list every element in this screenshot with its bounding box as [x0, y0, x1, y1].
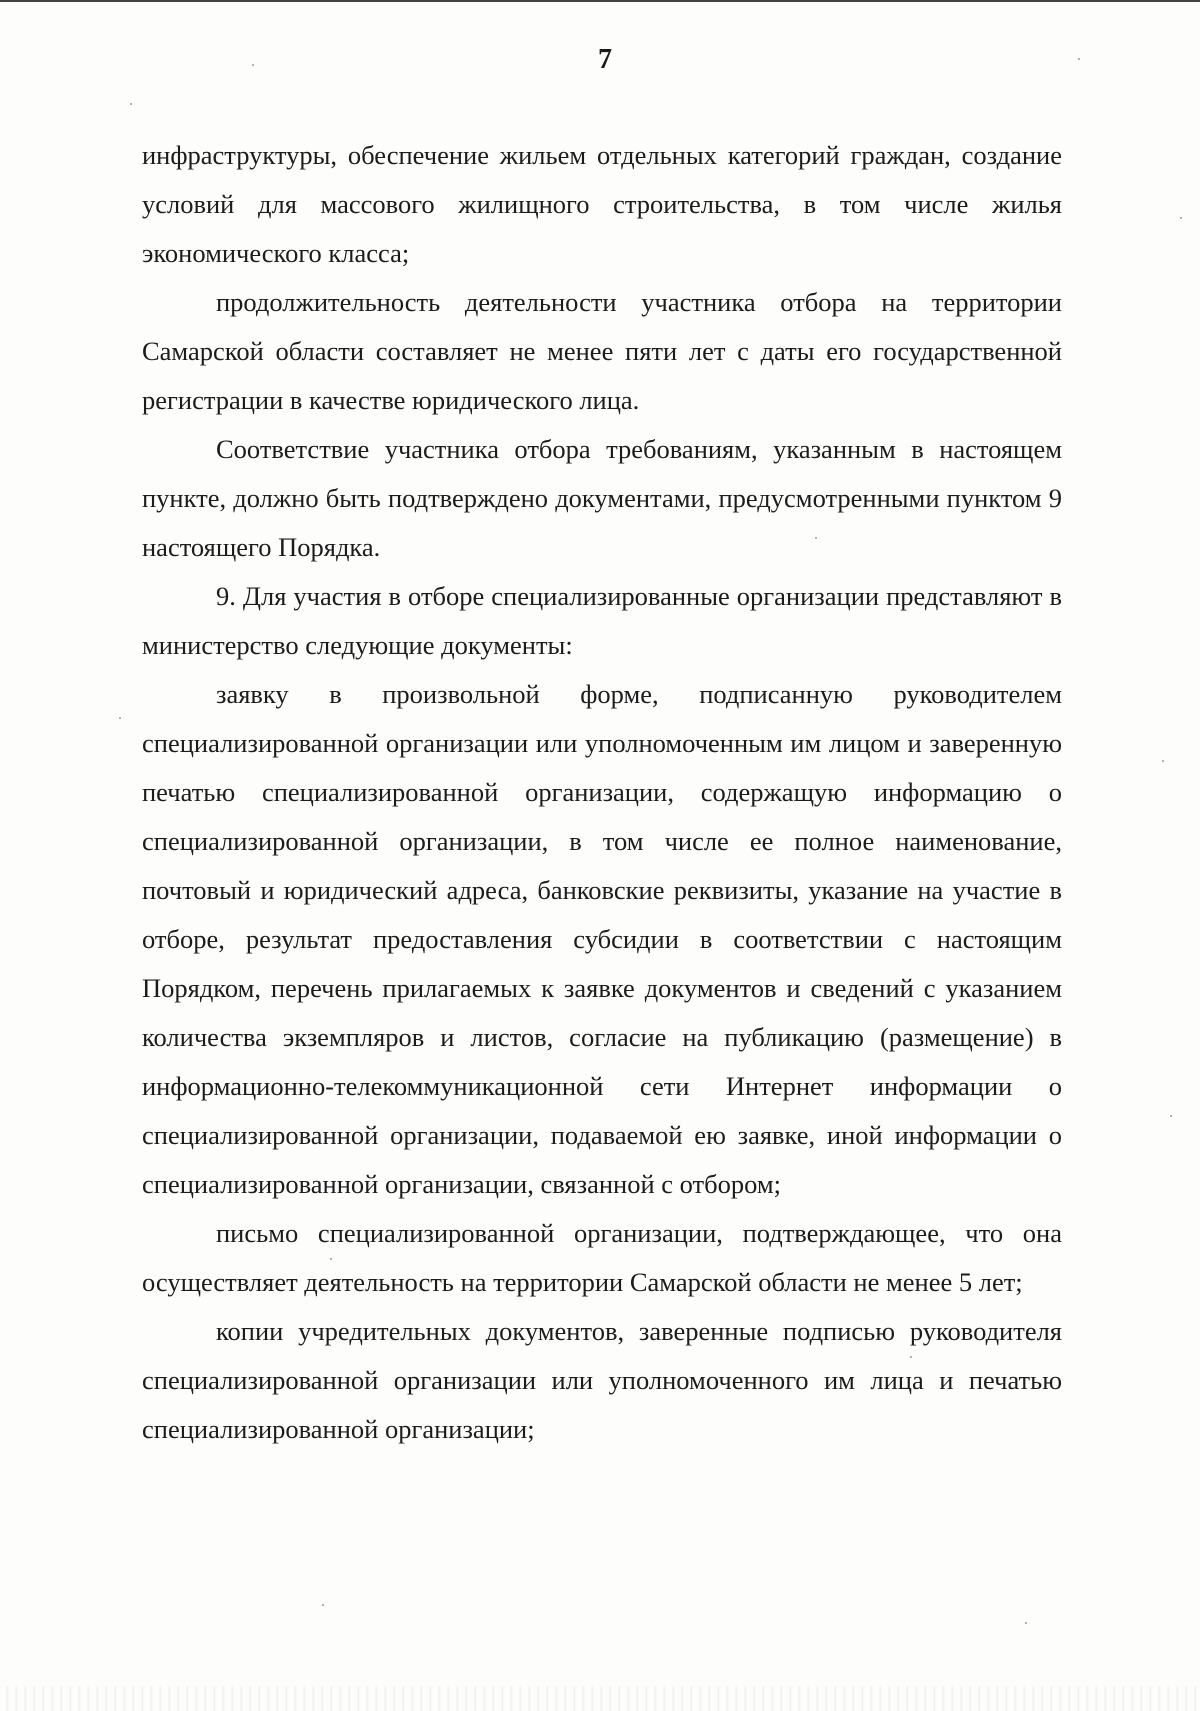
paragraph-continuation: инфраструктуры, обеспечение жильем отдельных категорий граждан, создание условий для массового жилищного строительства, в том числе жилья экономического класса;: [142, 140, 1062, 268]
scan-speck: [1025, 1622, 1027, 1624]
scan-speck: [322, 1604, 324, 1606]
scan-speck: [1180, 217, 1182, 219]
scan-bottom-noise: [0, 1686, 1200, 1711]
scan-speck: [130, 103, 132, 105]
scan-speck: [330, 1258, 332, 1260]
scan-speck: [252, 64, 254, 66]
paragraph-compliance: Соответствие участника отбора требованиям, указанным в настоящем пункте, должно быть подтверждено документами, предусмотренными пунктом 9 настоящего Порядка.: [142, 434, 1062, 562]
paragraph-item-9: 9. Для участия в отборе специализированные организации представляют в министерство следующие документы:: [142, 581, 1062, 660]
scan-speck: [815, 537, 817, 539]
paragraph-letter: письмо специализированной организации, подтверждающее, что она осуществляет деятельность на территории Самарской области не менее 5 лет;: [142, 1218, 1062, 1297]
scan-speck: [1162, 760, 1164, 762]
document-body: [142, 131, 1062, 1454]
paragraph-founding-documents: копии учредительных документов, заверенные подписью руководителя специализированной организации или уполномоченного им лица и печатью специализированной организации;: [142, 1316, 1062, 1444]
top-border-line: [0, 0, 1200, 2]
paragraph-application: заявку в произвольной форме, подписанную руководителем специализированной организации или уполномоченным им лицом и заверенную печатью специализированной организации, содержащую информацию о специализированной организации, в том числе ее полное наименование, почтовый и юридический адреса, банковские реквизиты, указание на участие в отборе, результат предоставления субсидии в соответствии с настоящим Порядком, перечень прилагаемых к заявке документов и сведений с указанием количества экземпляров и листов, согласие на публикацию (размещение) в информационно-телекоммуникационной сети Интернет информации о специализированной организации, подаваемой ею заявке, иной информации о специализированной организации, связанной с отбором;: [142, 679, 1062, 1199]
scan-speck: [910, 1356, 912, 1358]
paragraph-duration-requirement: продолжительность деятельности участника отбора на территории Самарской области составляет не менее пяти лет с даты его государственной регистрации в качестве юридического лица.: [142, 287, 1062, 415]
scan-speck: [1078, 58, 1080, 60]
page-number: 7: [598, 44, 612, 75]
scan-speck: [1170, 1115, 1172, 1117]
scan-speck: [119, 717, 121, 719]
